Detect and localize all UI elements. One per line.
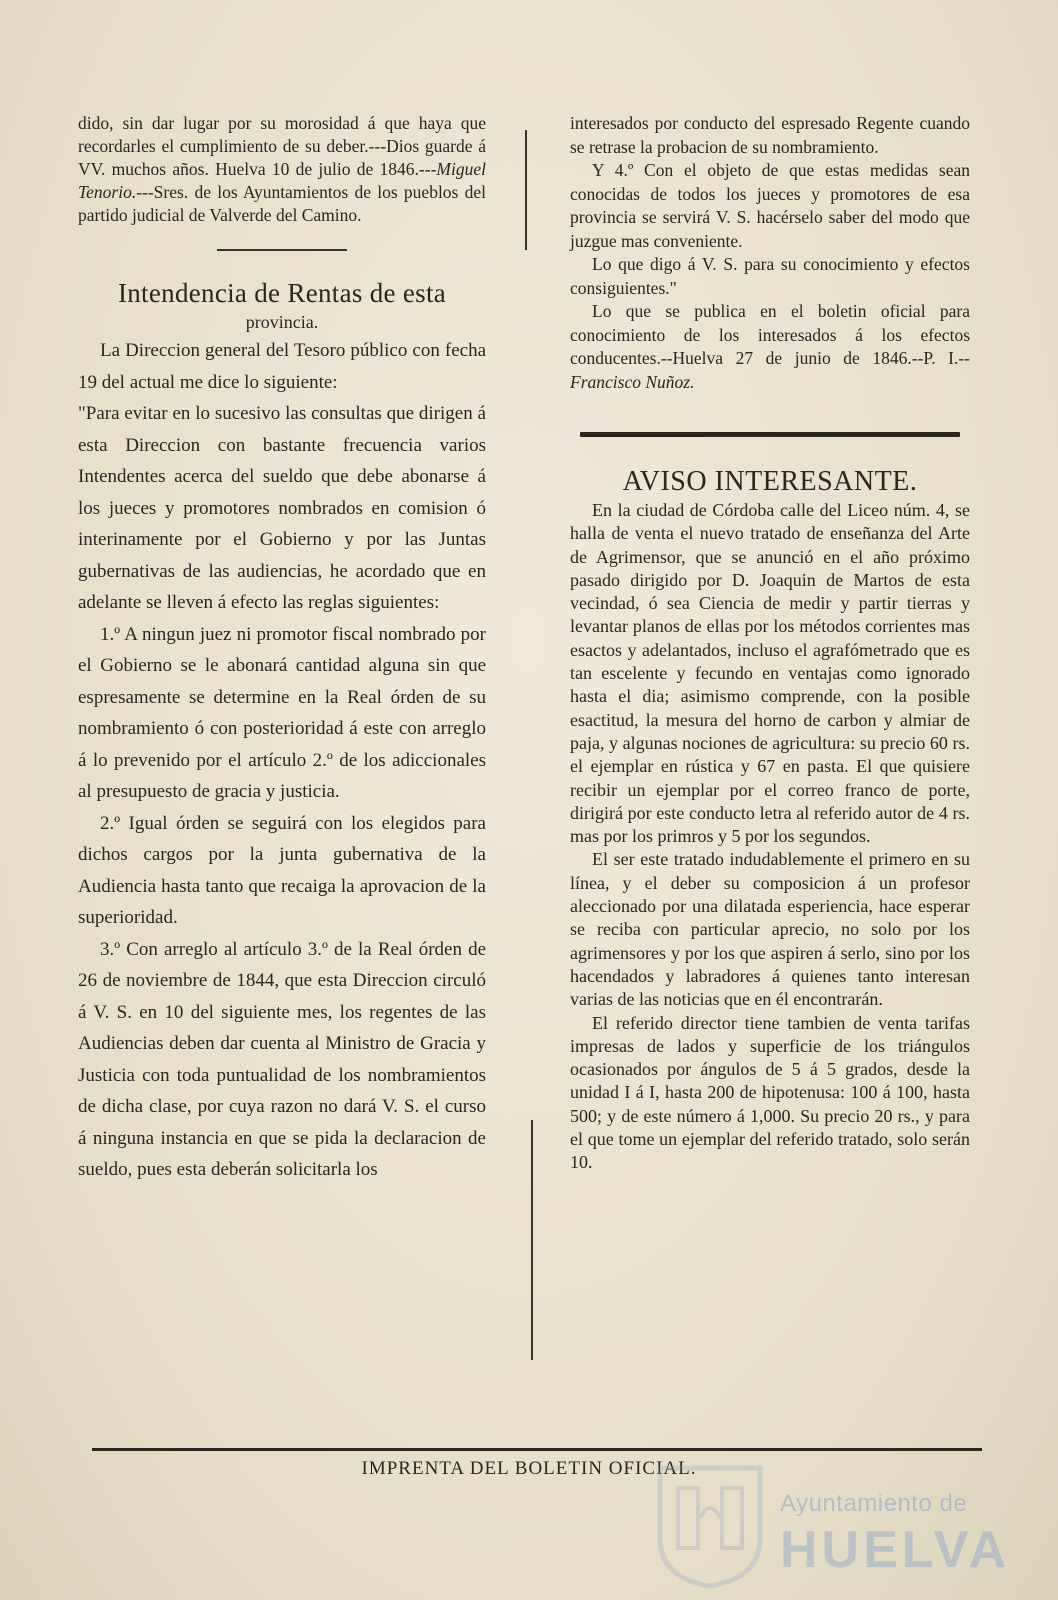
right-paragraph-1: interesados por conducto del espresado Regente cuando se retrase la probacion de su nombramiento. xyxy=(570,113,970,157)
section-subtitle: provincia. xyxy=(245,312,319,332)
left-top-paragraph xyxy=(78,112,486,227)
rule-1-paragraph: 1.º A ningun juez ni promotor fiscal nombrado por el Gobierno se le abonará cantidad alguna sin que espresamente se determine en la Real órden de su nombramiento ó con posterioridad á este con arreglo á lo prevenido por el artículo 2.º de los adiccionales al presupuesto de gracia y justicia. xyxy=(78,623,486,802)
column-separator-bottom xyxy=(531,1120,533,1360)
watermark-line-1: Ayuntamiento de xyxy=(780,1490,968,1517)
aviso-paragraph-1: En la ciudad de Córdoba calle del Liceo núm. 4, se halla de venta el nuevo tratado de enseñanza del Arte de Agrimensor, que se anunció en el año próximo pasado dirigido por D. Joaquin de Martos de esta vecindad, ó sea Ciencia de medir y partir tierras y levantar planos de ellas por los métodos corrientes mas esactos y adelantados, incluso el agrafómetrado que es tan escelente y fecundo en ventajas como ignorado hasta el dia; asimismo comprende, con la posible esactitud, la mesura del horno de carbon y almiar de paja, y algunas nociones de agricultura: su precio 60 rs. el ejemplar en rústica y 67 en pasta. El que quisiere recibir un ejemplar por el correo franco de porte, dirigirá por este conducto letra al referido autor de 4 rs. mas por los primros y 5 por los segundos. xyxy=(570,500,970,847)
aviso-paragraph-2: El ser este tratado indudablemente el primero en su línea, y el deber su composicion á un profesor aleccionado por una dilatada esperiencia, hace esperar se reciba con particular aprecio, no solo por los agrimensores y por los que aspiren á serlo, sino por los hacendados y labradores á quienes tanto interesan varias de las noticias que en él encontrarán. xyxy=(570,849,970,1010)
rule-3-paragraph: 3.º Con arreglo al artículo 3.º de la Real órden de 26 de noviembre de 1844, que esta Direccion circuló á V. S. en 10 del siguiente mes, los regentes de las Audiencias deben dar cuenta al Ministro de Gracia y Justicia con toda puntualidad de los nombramientos de dicha clase, por cuya razon no dará V. S. el curso á ninguna instancia en que se pida la declaracion de sueldo, pues esta deberán solicitarla los xyxy=(78,938,486,1180)
right-signature: Francisco Nuñoz. xyxy=(570,371,695,392)
footer-rule xyxy=(92,1448,982,1451)
right-paragraph-3: Lo que digo á V. S. para su conocimiento y efectos consiguientes." xyxy=(570,254,970,298)
right-column xyxy=(570,112,970,1175)
watermark-line-2: HUELVA xyxy=(780,1521,1011,1579)
column-separator-top xyxy=(525,130,527,250)
right-top-block xyxy=(570,112,970,394)
intendencia-paragraph-1: La Direccion general del Tesoro público con fecha 19 del actual me dice lo siguiente: xyxy=(78,340,486,393)
right-paragraph-4 xyxy=(570,300,970,394)
imprint-footer: IMPRENTA DEL BOLETIN OFICIAL. xyxy=(361,1458,697,1479)
intendencia-body xyxy=(78,335,486,1186)
right-paragraph-2: Y 4.º Con el objeto de que estas medidas sean conocidas de todos los jueces y promotores de esa provincia se servirá V. S. hacérselo saber del modo que juzgue mas conveniente. xyxy=(570,160,970,251)
aviso-divider xyxy=(580,432,960,437)
intendencia-paragraph-2: "Para evitar en lo sucesivo las consultas que dirigen á esta Direccion con bastante frecuencia varios Intendentes acerca del sueldo que debe abonarse á los jueces y promotores nombrados en comision ó interinamente por el Gobierno y por las Juntas gubernativas de las audiencias, he acordado que en adelante se lleven á efecto las reglas siguientes: xyxy=(78,403,486,613)
section-title: Intendencia de Rentas de esta xyxy=(117,278,447,308)
left-top-text: dido, sin dar lugar por su morosidad á que haya que recordarles el cumplimiento de su deber.---Dios guarde á VV. muchos años. Huelva 10 de julio de 1846.--- xyxy=(78,113,486,179)
section-divider xyxy=(217,249,347,251)
left-column xyxy=(78,112,486,1186)
aviso-body xyxy=(570,499,970,1175)
rule-2-paragraph: 2.º Igual órden se seguirá con los elegidos para dichos cargos por la junta gubernativa de la Audiencia hasta tanto que recaiga la aprovacion de la superioridad. xyxy=(78,812,486,928)
aviso-title: AVISO INTERESANTE. xyxy=(622,466,918,497)
aviso-paragraph-3: El referido director tiene tambien de venta tarifas impresas de lados y superficie de los triángulos ocasionados por ángulos de 5 á 5 grados, desde la unidad I á I, hasta 200 de hipotenusa: 100 á 100, hasta 500; y de este número á 1,000. Su precio 20 rs., y para el que tome un ejemplar del referido tratado, solo serán 10. xyxy=(570,1012,970,1173)
left-top-signature: Miguel Tenorio. xyxy=(78,159,486,202)
right-paragraph-4-text: Lo que se publica en el boletin oficial para conocimiento de los interesados á los efectos conducentes.--Huelva 27 de junio de 1846.--P. I.-- xyxy=(570,301,970,368)
left-top-closing: ---Sres. de los Ayuntamientos de los pueblos del partido judicial de Valverde del Camino. xyxy=(78,182,486,225)
